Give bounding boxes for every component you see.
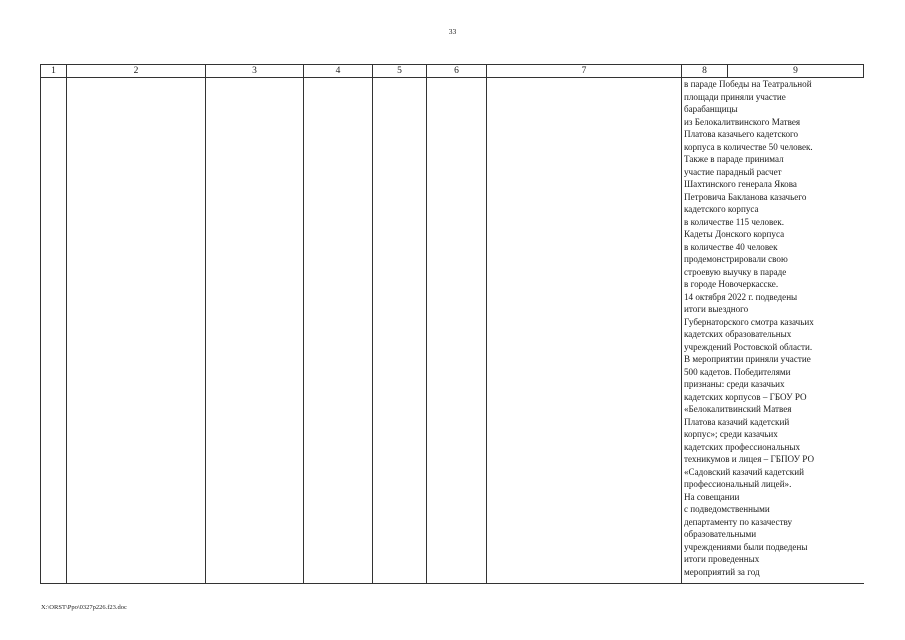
file-path-footer: X:\ORST\Ppo\0327p226.f23.doc	[41, 604, 127, 611]
text-line: итоги выездного	[684, 304, 749, 314]
text-line: в количестве 115 человек.	[684, 216, 784, 227]
column-header-9: 9	[728, 65, 864, 78]
text-line: барабанщицы	[684, 104, 738, 114]
text-line: корпуса в количестве 50 человек.	[684, 141, 813, 152]
text-line: учреждений Ростовской области.	[684, 341, 813, 352]
text-line: мероприятий за год	[684, 566, 760, 577]
text-line: из Белокалитвинского Матвея	[684, 116, 801, 127]
table-row	[41, 78, 864, 584]
text-line: площади приняли участие	[684, 91, 786, 102]
text-line: кадетских образовательных	[684, 329, 792, 339]
column-header-4: 4	[304, 65, 373, 78]
text-line: Кадеты Донского корпуса	[684, 229, 785, 239]
text-line: Губернаторского смотра казачьих	[684, 316, 814, 327]
text-line: В мероприятии приняли участие	[684, 354, 811, 364]
column-header-1: 1	[41, 65, 67, 78]
report-table	[40, 64, 864, 584]
cell-col-7	[487, 78, 682, 584]
text-line: в количестве 40 человек	[684, 241, 778, 252]
column-header-6: 6	[427, 65, 487, 78]
text-line: 500 кадетов. Победителями	[684, 366, 791, 377]
text-line: Петровича Бакланова казачьего	[684, 191, 807, 202]
cell-col-4	[304, 78, 373, 584]
text-line: образовательными	[684, 529, 757, 539]
text-line: «Садовский казачий кадетский	[684, 466, 804, 477]
cell-col-8	[682, 78, 864, 584]
text-line: кадетских корпусов – ГБОУ РО	[684, 391, 807, 402]
text-line: департаменту по казачеству	[684, 516, 793, 527]
text-line: продемонстрировали свою	[684, 254, 788, 264]
text-line: корпус»; среди казачьих	[684, 429, 778, 439]
text-line: с подведомственными	[684, 504, 770, 514]
text-line: признаны: среди казачьих	[684, 379, 785, 389]
text-line: строевую выучку в параде	[684, 266, 787, 277]
cell-col-2	[67, 78, 206, 584]
text-line: кадетского корпуса	[684, 204, 759, 214]
column-number-row	[41, 65, 864, 78]
column-header-8: 8	[682, 65, 728, 78]
text-line: в городе Новочеркасске.	[684, 279, 779, 289]
cell-col-6	[427, 78, 487, 584]
column-header-3: 3	[206, 65, 304, 78]
text-line: учреждениями были подведены	[684, 541, 808, 552]
text-line: в параде Победы на Театральной	[684, 79, 812, 89]
text-line: На совещании	[684, 491, 740, 502]
column-8-text	[682, 78, 864, 578]
cell-col-3	[206, 78, 304, 584]
column-header-5: 5	[373, 65, 427, 78]
text-line: профессиональный лицей».	[684, 479, 792, 489]
text-line: Также в параде принимал	[684, 154, 784, 164]
text-line: техникумов и лицея – ГБПОУ РО	[684, 454, 815, 464]
text-line: 14 октября 2022 г. подведены	[684, 291, 798, 302]
text-line: участие парадный расчет	[684, 166, 782, 177]
column-header-7: 7	[487, 65, 682, 78]
text-line: итоги проведенных	[684, 554, 760, 564]
text-line: Платова казачий кадетский	[684, 416, 790, 427]
text-line: Платова казачьего кадетского	[684, 129, 799, 139]
column-header-2: 2	[67, 65, 206, 78]
page-number: 33	[448, 27, 457, 36]
cell-col-5	[373, 78, 427, 584]
text-line: Шахтинского генерала Якова	[684, 179, 797, 189]
cell-col-1	[41, 78, 67, 584]
text-line: кадетских профессиональных	[684, 441, 800, 452]
text-line: «Белокалитвинский Матвея	[684, 404, 792, 414]
